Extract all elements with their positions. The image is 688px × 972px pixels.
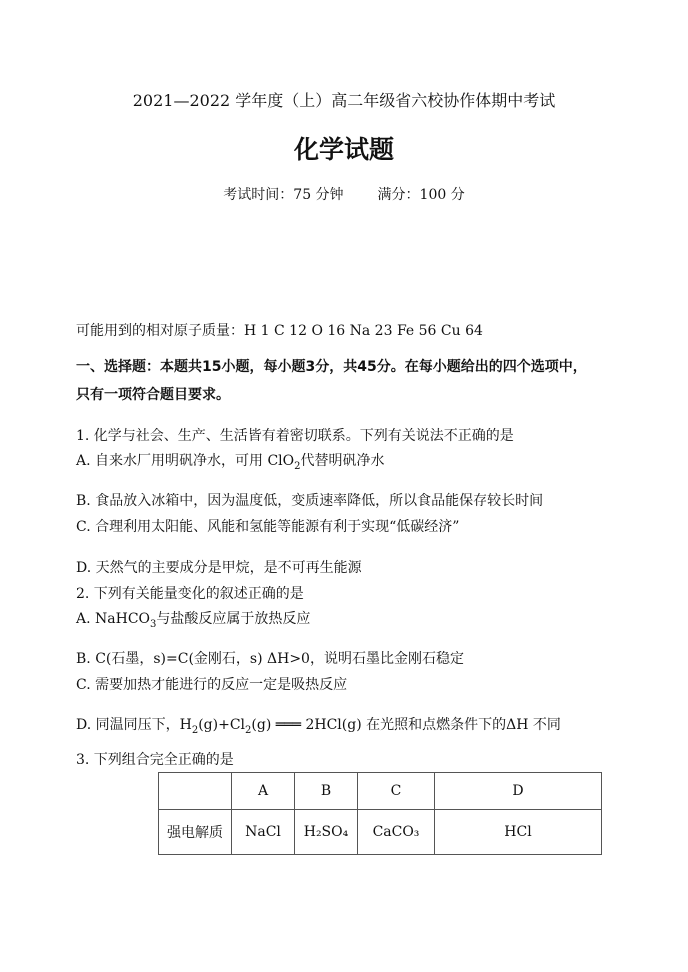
full-score: 满分：100 分 <box>377 187 465 203</box>
table-header-cell <box>159 773 232 810</box>
table-cell: HCl <box>435 810 602 855</box>
exam-time: 考试时间：75 分钟 <box>223 187 344 203</box>
q1-option-c: C. 合理利用太阳能、风能和氢能等能源有利于实现“低碳经济” <box>76 519 460 535</box>
q1-option-d: D. 天然气的主要成分是甲烷，是不可再生能源 <box>76 560 362 576</box>
atomic-masses-line: 可能用到的相对原子质量：H 1 C 12 O 16 Na 23 Fe 56 Cu 64 <box>76 323 483 339</box>
section-heading-line1: 一、选择题：本题共15小题，每小题3分，共45分。在每小题给出的四个选项中， <box>76 359 587 375</box>
table-cell: CaCO₃ <box>358 810 435 855</box>
page-title: 化学试题 <box>293 135 394 164</box>
q1-option-a: A. 自来水厂用明矾净水，可用 ClO$_2$代替明矾净水 <box>76 453 385 472</box>
table-header-cell: D <box>435 773 602 810</box>
q1-stem: 1. 化学与社会、生产、生活皆有着密切联系。下列有关说法不正确的是 <box>76 428 514 444</box>
exam-header: 2021—2022 学年度（上）高二年级省六校协作体期中考试 <box>132 91 556 110</box>
q2-option-c: C. 需要加热才能进行的反应一定是吸热反应 <box>76 677 348 693</box>
q2-stem: 2. 下列有关能量变化的叙述正确的是 <box>76 586 304 602</box>
exam-info <box>0 184 688 204</box>
section-heading-line2: 只有一项符合题目要求。 <box>76 387 230 403</box>
q2-option-b: B. C(石墨，s)=C(金刚石，s) ΔH>0，说明石墨比金刚石稳定 <box>76 651 464 667</box>
table-header-cell: B <box>295 773 358 810</box>
table-header-cell: C <box>358 773 435 810</box>
table-cell: NaCl <box>232 810 295 855</box>
table-row <box>159 810 602 855</box>
q2-option-a: A. NaHCO$_3$与盐酸反应属于放热反应 <box>76 611 311 630</box>
q3-table <box>158 772 602 855</box>
row-label: 强电解质 <box>159 810 232 855</box>
q3-stem: 3. 下列组合完全正确的是 <box>76 752 234 768</box>
table-cell: H₂SO₄ <box>295 810 358 855</box>
q1-option-b: B. 食品放入冰箱中，因为温度低，变质速率降低，所以食品能保存较长时间 <box>76 493 544 509</box>
q2-option-d: D. 同温同压下，$H_2(g)+Cl_2(g)$ ═══ 2HCl(g) 在光照和点燃条件下的ΔH 不同 <box>76 717 561 736</box>
table-header-cell: A <box>232 773 295 810</box>
table-header-row <box>159 773 602 810</box>
